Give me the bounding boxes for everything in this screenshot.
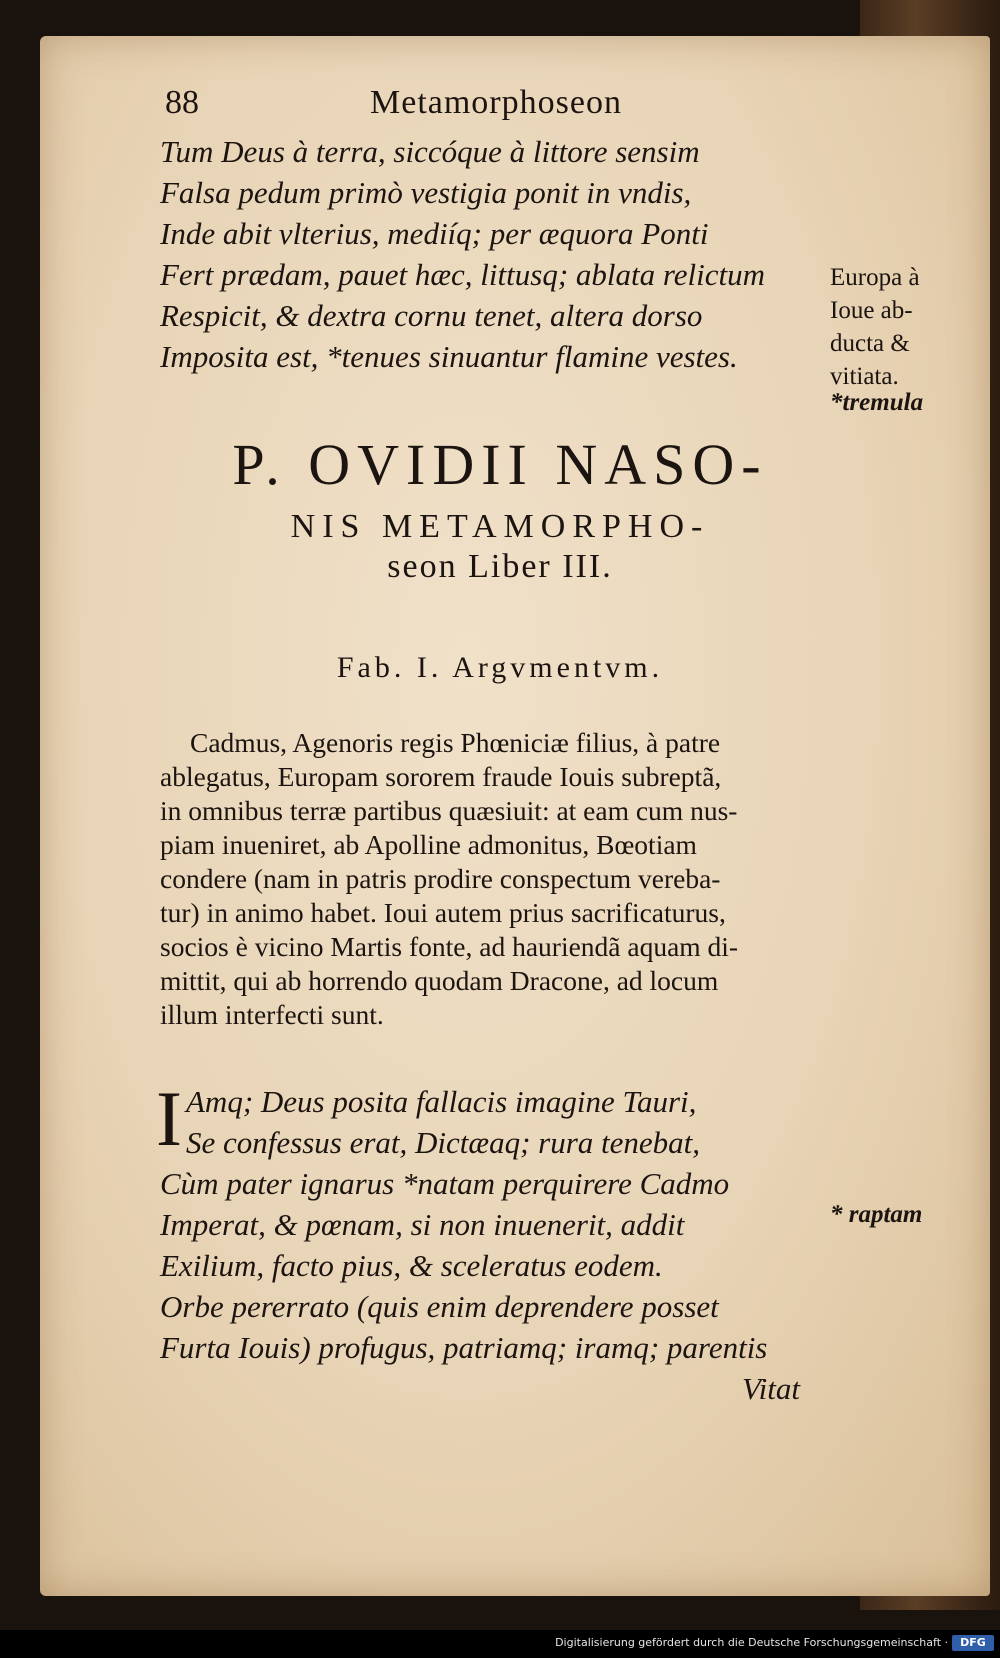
drop-cap: I: [156, 1075, 182, 1162]
book-title-line-2: NIS METAMORPHO-: [290, 508, 710, 545]
verse-line: Amq; Deus posita fallacis imagine Tauri,: [186, 1084, 697, 1119]
verse-line: Exilium, facto pius, & sceleratus eodem.: [160, 1248, 663, 1283]
dfg-logo[interactable]: DFG: [952, 1635, 994, 1651]
margin-note-line: Ioue ab-: [830, 297, 913, 324]
margin-note-line: Europa à: [830, 264, 920, 291]
margin-note-line: vitiata.: [830, 363, 899, 390]
margin-note-line: ducta &: [830, 330, 910, 357]
running-head: Metamorphoseon: [370, 84, 622, 121]
verse-line: Se confessus erat, Dictæaq; rura tenebat,: [186, 1125, 701, 1160]
page-number: 88: [165, 84, 199, 121]
page-header: [165, 84, 785, 124]
footer-credit: Digitalisierung gefördert durch die Deutsche Forschungsgemeinschaft ·: [555, 1636, 948, 1649]
margin-note-europa: [830, 261, 950, 393]
verse-line: Furta Iouis) profugus, patriamq; iramq; parentis: [160, 1330, 768, 1365]
verse-line: Falsa pedum primò vestigia ponit in vndis,: [160, 175, 692, 210]
verse-line: Inde abit vlterius, mediíq; per æquora Ponti: [160, 216, 709, 251]
verse-line: Tum Deus à terra, siccóque à littore sensim: [160, 134, 700, 169]
argument-paragraph: [160, 726, 810, 1032]
verse-line: Cùm pater ignarus *natam perquirere Cadmo: [160, 1166, 730, 1201]
verse-line: Imperat, & pœnam, si non inuenerit, addit: [160, 1207, 685, 1242]
digitization-footer: [0, 1630, 1000, 1658]
book-title-line-3: seon Liber III.: [387, 548, 613, 585]
margin-note-tremula: *tremula: [830, 389, 924, 416]
book-title-line-1: P. OVIDII NASO-: [232, 432, 768, 497]
argument-line: illum interfecti sunt.: [160, 999, 384, 1030]
verse-line: Imposita est, *tenues sinuantur flamine vestes.: [160, 339, 738, 374]
fable-heading: Fab. I. Argvmentvm.: [336, 651, 664, 684]
catchword: Vitat: [742, 1371, 800, 1406]
argument-line: piam inueniret, ab Apolline admonitus, Bœotiam: [160, 829, 697, 860]
book-page: [40, 36, 990, 1596]
argument-line: mittit, qui ab horrendo quodam Dracone, ad locum: [160, 965, 719, 996]
verse-block-bottom: [156, 1075, 810, 1409]
verse-line: Fert prædam, pauet hæc, littusq; ablata relictum: [160, 257, 766, 292]
argument-line: tur) in animo habet. Ioui autem prius sacrificaturus,: [160, 897, 726, 928]
verse-line: Respicit, & dextra cornu tenet, altera dorso: [160, 298, 703, 333]
margin-note-raptam: * raptam: [830, 1201, 923, 1228]
argument-line: ablegatus, Europam sororem fraude Iouis subreptã,: [160, 761, 722, 792]
argument-line: in omnibus terræ partibus quæsiuit: at eam cum nus-: [160, 795, 738, 826]
argument-line: socios è vicino Martis fonte, ad hauriendã aquam di-: [160, 931, 739, 962]
verse-block-top: [160, 131, 810, 377]
verse-line: Orbe pererrato (quis enim deprendere posset: [160, 1289, 719, 1324]
argument-line: condere (nam in patris prodire conspectum vereba-: [160, 863, 721, 894]
argument-line: Cadmus, Agenoris regis Phœniciæ filius, à patre: [190, 727, 721, 758]
